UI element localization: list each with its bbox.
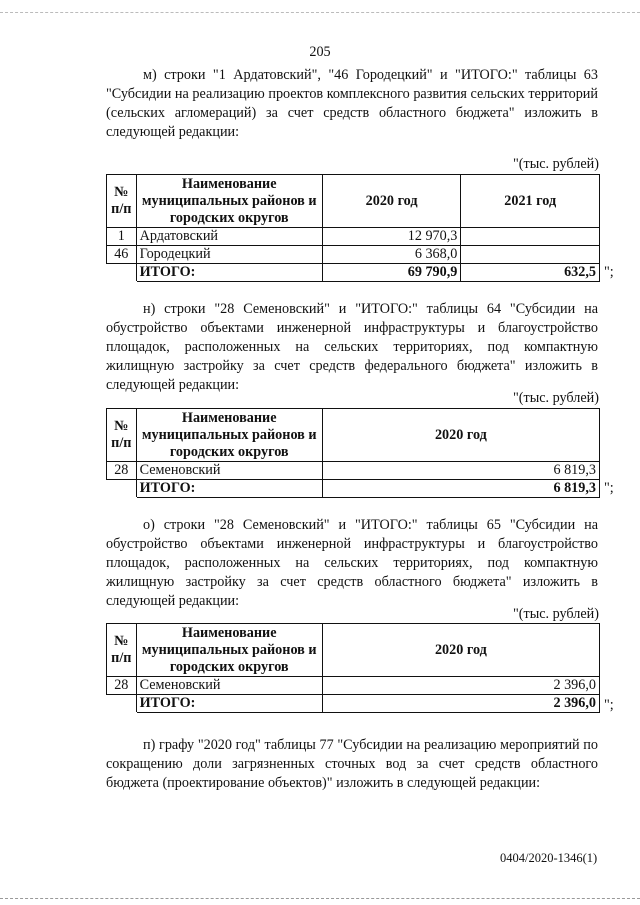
- row-2020: 12 970,3: [322, 228, 461, 246]
- table-row: [107, 462, 600, 480]
- total-num-cell: [107, 480, 137, 498]
- row-2021: [461, 228, 600, 246]
- header-name: Наименование муниципальных районов и городских округов: [136, 624, 322, 677]
- row-2021: [461, 246, 600, 264]
- total-num-cell: [107, 695, 137, 713]
- row-name: Семеновский: [136, 677, 322, 695]
- table-row: [107, 677, 600, 695]
- total-2020: 6 819,3: [322, 480, 599, 498]
- total-row: [107, 695, 600, 713]
- table-n: [106, 408, 600, 498]
- paragraph-n: н) строки "28 Семеновский" и "ИТОГО:" таблицы 64 "Субсидии на обустройство объектами инженерной инфраструктуры и благоустройство площадок, расположенных на сельских территориях, под компактную жилищную застройку за счет средств федерального бюджета" изложить в следующей редакции:: [106, 301, 598, 393]
- row-2020: 2 396,0: [322, 677, 599, 695]
- row-name: Ардатовский: [136, 228, 322, 246]
- total-label: ИТОГО:: [136, 264, 322, 282]
- row-num: 46: [107, 246, 137, 264]
- header-num: № п/п: [107, 175, 137, 228]
- document-code: 0404/2020-1346(1): [500, 851, 598, 865]
- total-2020: 2 396,0: [322, 695, 599, 713]
- total-label: ИТОГО:: [136, 695, 322, 713]
- row-num: 28: [107, 462, 137, 480]
- total-row: [107, 480, 600, 498]
- unit-label-n: "(тыс. рублей): [512, 390, 599, 406]
- closing-quote-o: ";: [604, 697, 614, 713]
- total-2020: 69 790,9: [322, 264, 461, 282]
- header-2020: 2020 год: [322, 624, 599, 677]
- table-o: [106, 623, 600, 713]
- table-header-row: [107, 409, 600, 462]
- header-2021: 2021 год: [461, 175, 600, 228]
- header-2020: 2020 год: [322, 409, 599, 462]
- paragraph-o: о) строки "28 Семеновский" и "ИТОГО:" таблицы 65 "Субсидии на обустройство объектами инженерной инфраструктуры и благоустройство площадок, расположенных на сельских территориях, под компактную жилищную застройку за счет средств областного бюджета" изложить в следующей редакции:: [106, 517, 598, 609]
- table-row: [107, 228, 600, 246]
- bottom-edge-line: [0, 898, 640, 899]
- closing-quote-m: ";: [604, 264, 614, 280]
- header-2020: 2020 год: [322, 175, 461, 228]
- total-row: [107, 264, 600, 282]
- table-header-row: [107, 624, 600, 677]
- closing-quote-n: ";: [604, 480, 614, 496]
- total-2021: 632,5: [461, 264, 600, 282]
- table-row: [107, 246, 600, 264]
- table-m: [106, 174, 600, 282]
- top-edge-line: [0, 12, 640, 13]
- total-num-cell: [107, 264, 137, 282]
- row-2020: 6 819,3: [322, 462, 599, 480]
- unit-label-o: "(тыс. рублей): [512, 606, 599, 622]
- paragraph-p: п) графу "2020 год" таблицы 77 "Субсидии на реализацию мероприятий по сокращению доли загрязненных сточных вод за счет средств областного бюджета (проектирование объектов)" изложить в следующей редакции:: [106, 737, 598, 791]
- header-num: № п/п: [107, 624, 137, 677]
- table-header-row: [107, 175, 600, 228]
- header-num: № п/п: [107, 409, 137, 462]
- row-2020: 6 368,0: [322, 246, 461, 264]
- total-label: ИТОГО:: [136, 480, 322, 498]
- page-number: 205: [309, 44, 331, 60]
- row-name: Городецкий: [136, 246, 322, 264]
- header-name: Наименование муниципальных районов и городских округов: [136, 175, 322, 228]
- header-name: Наименование муниципальных районов и городских округов: [136, 409, 322, 462]
- row-name: Семеновский: [136, 462, 322, 480]
- paragraph-m: м) строки "1 Ардатовский", "46 Городецкий" и "ИТОГО:" таблицы 63 "Субсидии на реализацию проектов комплексного развития сельских территорий (сельских агломераций) за счет средств областного бюджета" изложить в следующей редакции:: [106, 67, 598, 140]
- row-num: 28: [107, 677, 137, 695]
- row-num: 1: [107, 228, 137, 246]
- unit-label-m: "(тыс. рублей): [512, 156, 599, 172]
